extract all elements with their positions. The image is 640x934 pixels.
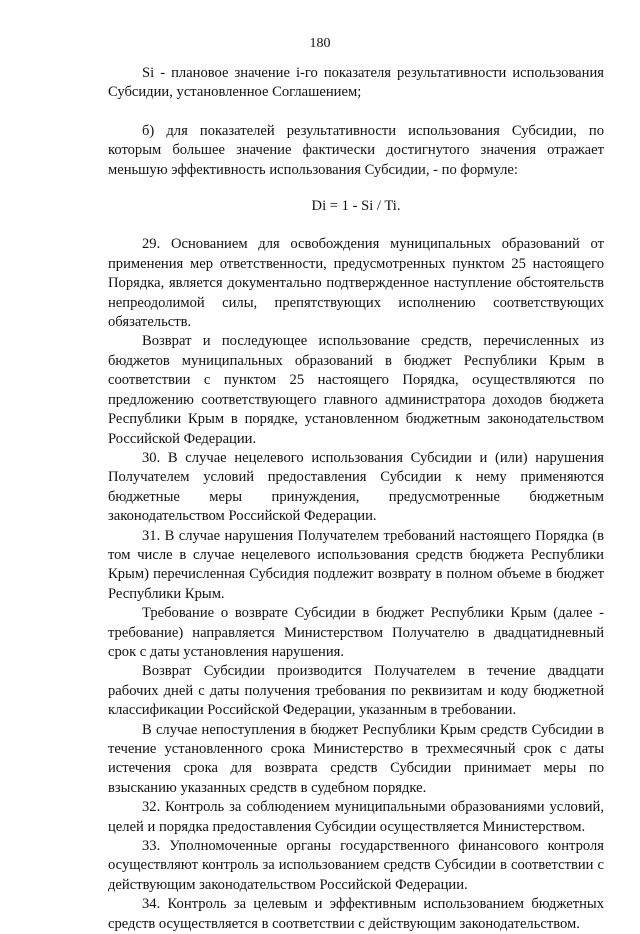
- page-number: 180: [309, 36, 331, 51]
- paragraph-30: 30. В случае нецелевого использования Субсидии и (или) нарушения Получателем условий предоставления Субсидии к нему применяются бюджетные меры принуждения, предусмотренные бюджетным законодательством Российской Федерации.: [108, 449, 604, 525]
- paragraph-31-repayment: Возврат Субсидии производится Получателем в течение двадцати рабочих дней с даты получения требования по реквизитам и коду бюджетной классификации Российской Федерации, указанным в требовании.: [108, 663, 604, 719]
- paragraph-32: 32. Контроль за соблюдением муниципальными образованиями условий, целей и порядка предоставления Субсидии осуществляется Министерством.: [108, 799, 604, 835]
- formula-di: Di = 1 - Si / Ti.: [311, 198, 401, 215]
- paragraph-33: 33. Уполномоченные органы государственного финансового контроля осуществляют контроль за использованием средств Субсидии в соответствии с действующим законодательством Российской Федерации.: [108, 838, 604, 893]
- paragraph-31-requirement: Требование о возврате Субсидии в бюджет Республики Крым (далее - требование) направляется Министерством Получателю в двадцатидневный срок с даты установления нарушения.: [108, 605, 604, 660]
- paragraph-34: 34. Контроль за целевым и эффективным использованием бюджетных средств осуществляется в соответствии с действующим законодательством.: [108, 896, 604, 932]
- paragraph-31: 31. В случае нарушения Получателем требований настоящего Порядка (в том числе в случае нецелевого использования средств бюджета Республики Крым) перечисленная Субсидия подлежит возврату в полном объеме в бюджет Республики Крым.: [108, 527, 604, 602]
- paragraph-29: 29. Основанием для освобождения муниципальных образований от применения мер ответственности, предусмотренных пунктом 25 настоящего Порядка, является документально подтвержденное наступление обстоятельств непреодолимой силы, препятствующих исполнению соответствующих обязательств.: [108, 236, 604, 331]
- paragraph-si-definition: Si - плановое значение i-го показателя результативности использования Субсидии, установленное Соглашением;: [108, 65, 604, 101]
- paragraph-b-formula-intro: б) для показателей результативности использования Субсидии, по которым большее значение фактически достигнутого значения отражает меньшую эффективность использования Субсидии, - по формуле:: [108, 122, 604, 178]
- document-body: [108, 64, 604, 934]
- paragraph-31-non-receipt: В случае непоступления в бюджет Республики Крым средств Субсидии в течение установленного срока Министерство в трехмесячный срок с даты истечения срока для возврата средств Субсидии принимает меры по взысканию указанных средств в судебном порядке.: [108, 721, 604, 796]
- paragraph-29-return: Возврат и последующее использование средств, перечисленных из бюджетов муниципальных образований в бюджет Республики Крым в соответствии с пунктом 25 настоящего Порядка, осуществляются по предложению соответствующего главного администратора доходов бюджета Республики Крым в порядке, установленном бюджетным законодательством Российской Федерации.: [108, 333, 604, 447]
